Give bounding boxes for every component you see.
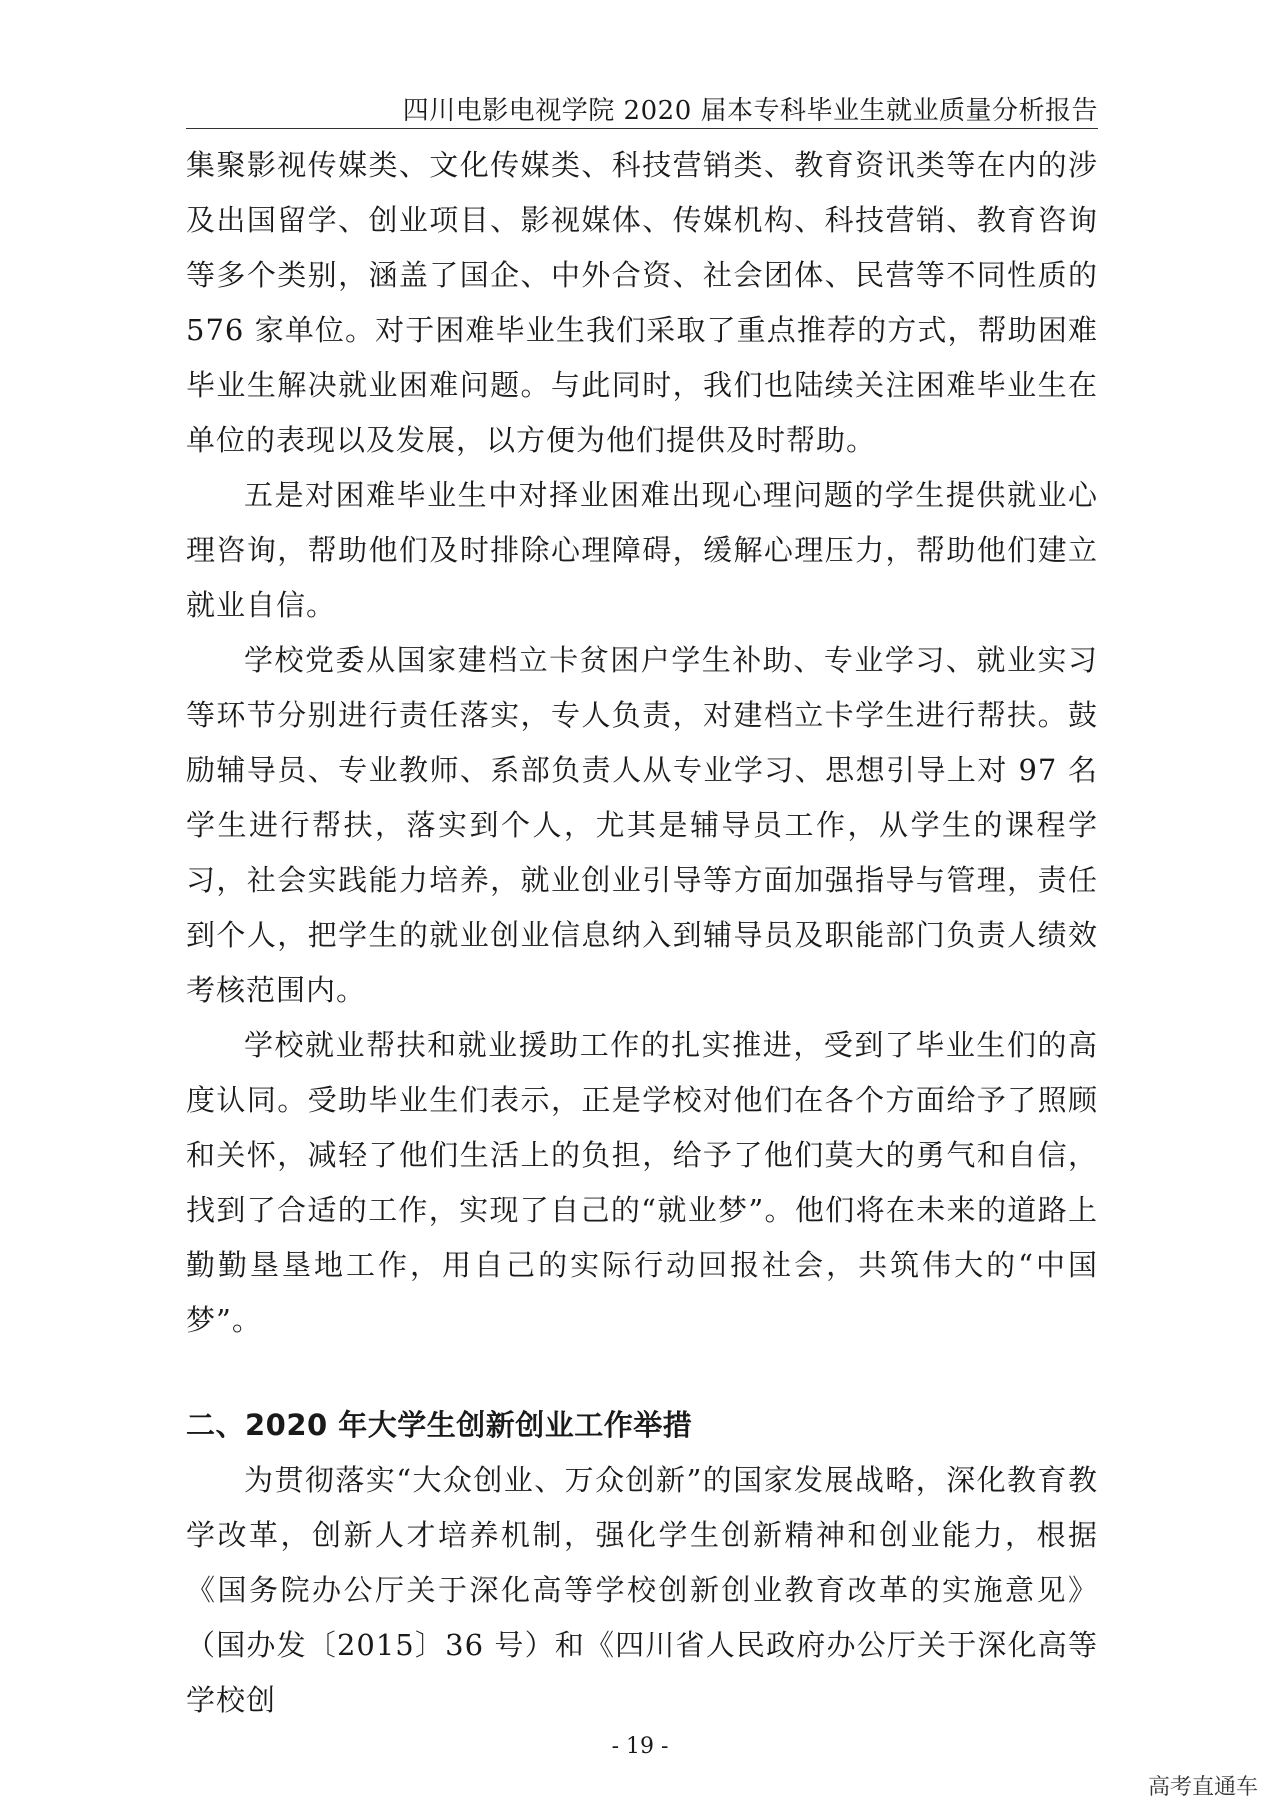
paragraph-party-committee: 学校党委从国家建档立卡贫困户学生补助、专业学习、就业实习等环节分别进行责任落实，专人负责，对建档立卡学生进行帮扶。鼓励辅导员、专业教师、系部负责人从专业学习、思想引导上对 97 名学生进行帮扶，落实到个人，尤其是辅导员工作，从学生的课程学习，社会实践能力培养，就业创业引导等方面加强指导与管理，责任到个人，把学生的就业创业信息纳入到辅导员及职能部门负责人绩效考核范围内。: [186, 643, 1098, 1007]
section-heading: 二、2020 年大学生创新创业工作举措: [186, 1408, 693, 1442]
document-body: [186, 138, 1098, 1728]
paragraph-innovation-measures: 为贯彻落实“大众创业、万众创新”的国家发展战略，深化教育教学改革，创新人才培养机制，强化学生创新精神和创业能力，根据《国务院办公厅关于深化高等学校创新创业教育改革的实施意见》（国办发〔2015〕36 号）和《四川省人民政府办公厅关于深化高等学校创: [186, 1463, 1098, 1717]
paragraph-continued: 集聚影视传媒类、文化传媒类、科技营销类、教育资讯类等在内的涉及出国留学、创业项目、影视媒体、传媒机构、科技营销、教育咨询等多个类别，涵盖了国企、中外合资、社会团体、民营等不同性质的 576 家单位。对于困难毕业生我们采取了重点推荐的方式，帮助困难毕业生解决就业困难问题。与此同时，我们也陆续关注困难毕业生在单位的表现以及发展，以方便为他们提供及时帮助。: [186, 148, 1098, 457]
header-title: 四川电影电视学院 2020 届本专科毕业生就业质量分析报告: [402, 96, 1098, 126]
page-header: [186, 88, 1098, 129]
page-number: - 19 -: [611, 1734, 669, 1759]
paragraph-graduate-feedback: 学校就业帮扶和就业援助工作的扎实推进，受到了毕业生们的高度认同。受助毕业生们表示，正是学校对他们在各个方面给予了照顾和关怀，减轻了他们生活上的负担，给予了他们莫大的勇气和自信，找到了合适的工作，实现了自己的“就业梦”。他们将在未来的道路上勤勤垦垦地工作，用自己的实际行动回报社会，共筑伟大的“中国梦”。: [186, 1028, 1098, 1337]
paragraph-psychological-counseling: 五是对困难毕业生中对择业困难出现心理问题的学生提供就业心理咨询，帮助他们及时排除心理障碍，缓解心理压力，帮助他们建立就业自信。: [186, 478, 1098, 622]
watermark-text: 高考直通车: [1147, 1775, 1258, 1800]
